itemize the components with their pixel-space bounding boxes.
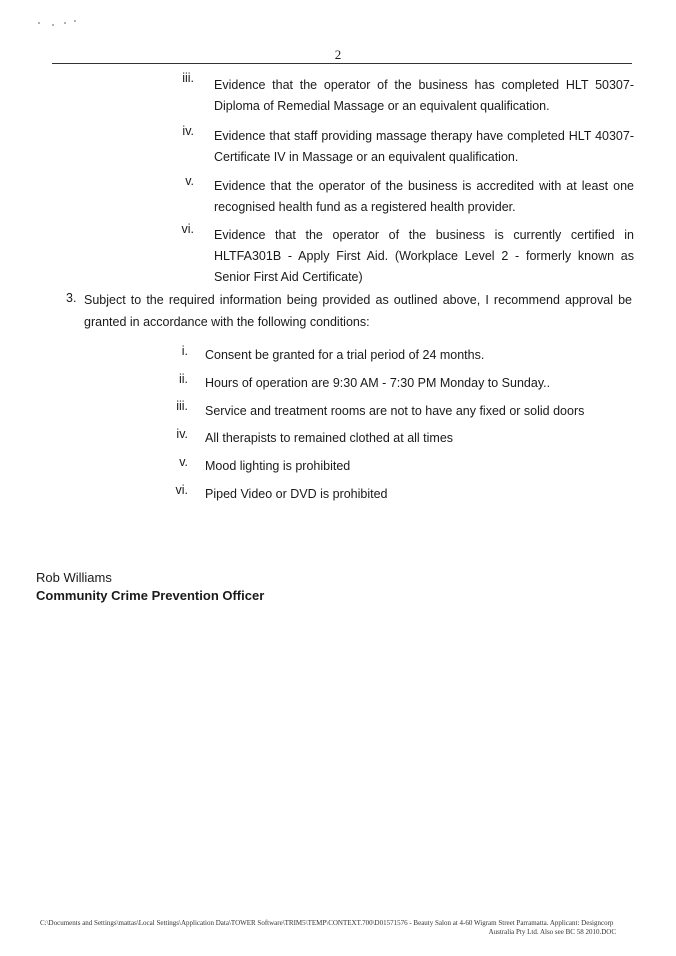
list-numeral: iv. — [176, 427, 188, 441]
list-item-text: Piped Video or DVD is prohibited — [205, 487, 388, 501]
list-numeral: v. — [185, 174, 194, 188]
list-numeral: vi. — [181, 222, 194, 236]
list-item-text: Hours of operation are 9:30 AM - 7:30 PM Monday to Sunday.. — [205, 376, 551, 390]
scan-speck — [64, 22, 66, 24]
list-item-text: Evidence that staff providing massage therapy have completed HLT 40307-Certificate IV in Massage or an equivalent qualification. — [214, 129, 634, 164]
list-item-text: Consent be granted for a trial period of 24 months. — [205, 348, 485, 362]
signature-name: Rob Williams — [36, 570, 112, 585]
paragraph-text: Subject to the required information being provided as outlined above, I recommend approval be granted in accordance with the following conditions: — [84, 293, 632, 329]
footer-line: Australia Pty Ltd. Also see BC 58 2010.DOC — [488, 928, 616, 936]
list-item-text: Service and treatment rooms are not to have any fixed or solid doors — [205, 404, 585, 418]
scan-speck — [38, 22, 40, 24]
list-item-text: Evidence that the operator of the business has completed HLT 50307-Diploma of Remedial Massage or an equivalent qualification. — [214, 78, 634, 113]
page-number: 2 — [334, 47, 342, 62]
list-numeral: iv. — [182, 124, 194, 138]
list-item-text: Evidence that the operator of the business is currently certified in HLTFA301B - Apply First Aid. (Workplace Level 2 - formerly known as Senior First Aid Certificate) — [214, 228, 634, 284]
footer-file-path — [40, 919, 616, 937]
header-rule — [52, 63, 632, 64]
list-numeral: iii. — [176, 399, 188, 413]
list-numeral: v. — [179, 455, 188, 469]
scan-speck — [74, 20, 76, 22]
footer-line: C:\Documents and Settings\mattas\Local Settings\Application Data\TOWER Software\TRIM5\TEMP\CONTEXT.700\D01571576 - Beauty Salon at 4-60 Wigram Street Parramatta. Applicant: Designcorp — [40, 919, 614, 927]
list-item-text: All therapists to remained clothed at all times — [205, 431, 454, 445]
scan-speck — [52, 24, 54, 26]
list-numeral: iii. — [182, 71, 194, 85]
list-numeral: i. — [181, 344, 188, 358]
paragraph-number: 3. — [66, 291, 77, 305]
list-numeral: ii. — [178, 372, 188, 386]
list-item-text: Evidence that the operator of the business is accredited with at least one recognised health fund as a registered health provider. — [214, 179, 634, 214]
list-numeral: vi. — [175, 483, 188, 497]
signature-title: Community Crime Prevention Officer — [36, 588, 265, 603]
list-item-text: Mood lighting is prohibited — [205, 459, 351, 473]
